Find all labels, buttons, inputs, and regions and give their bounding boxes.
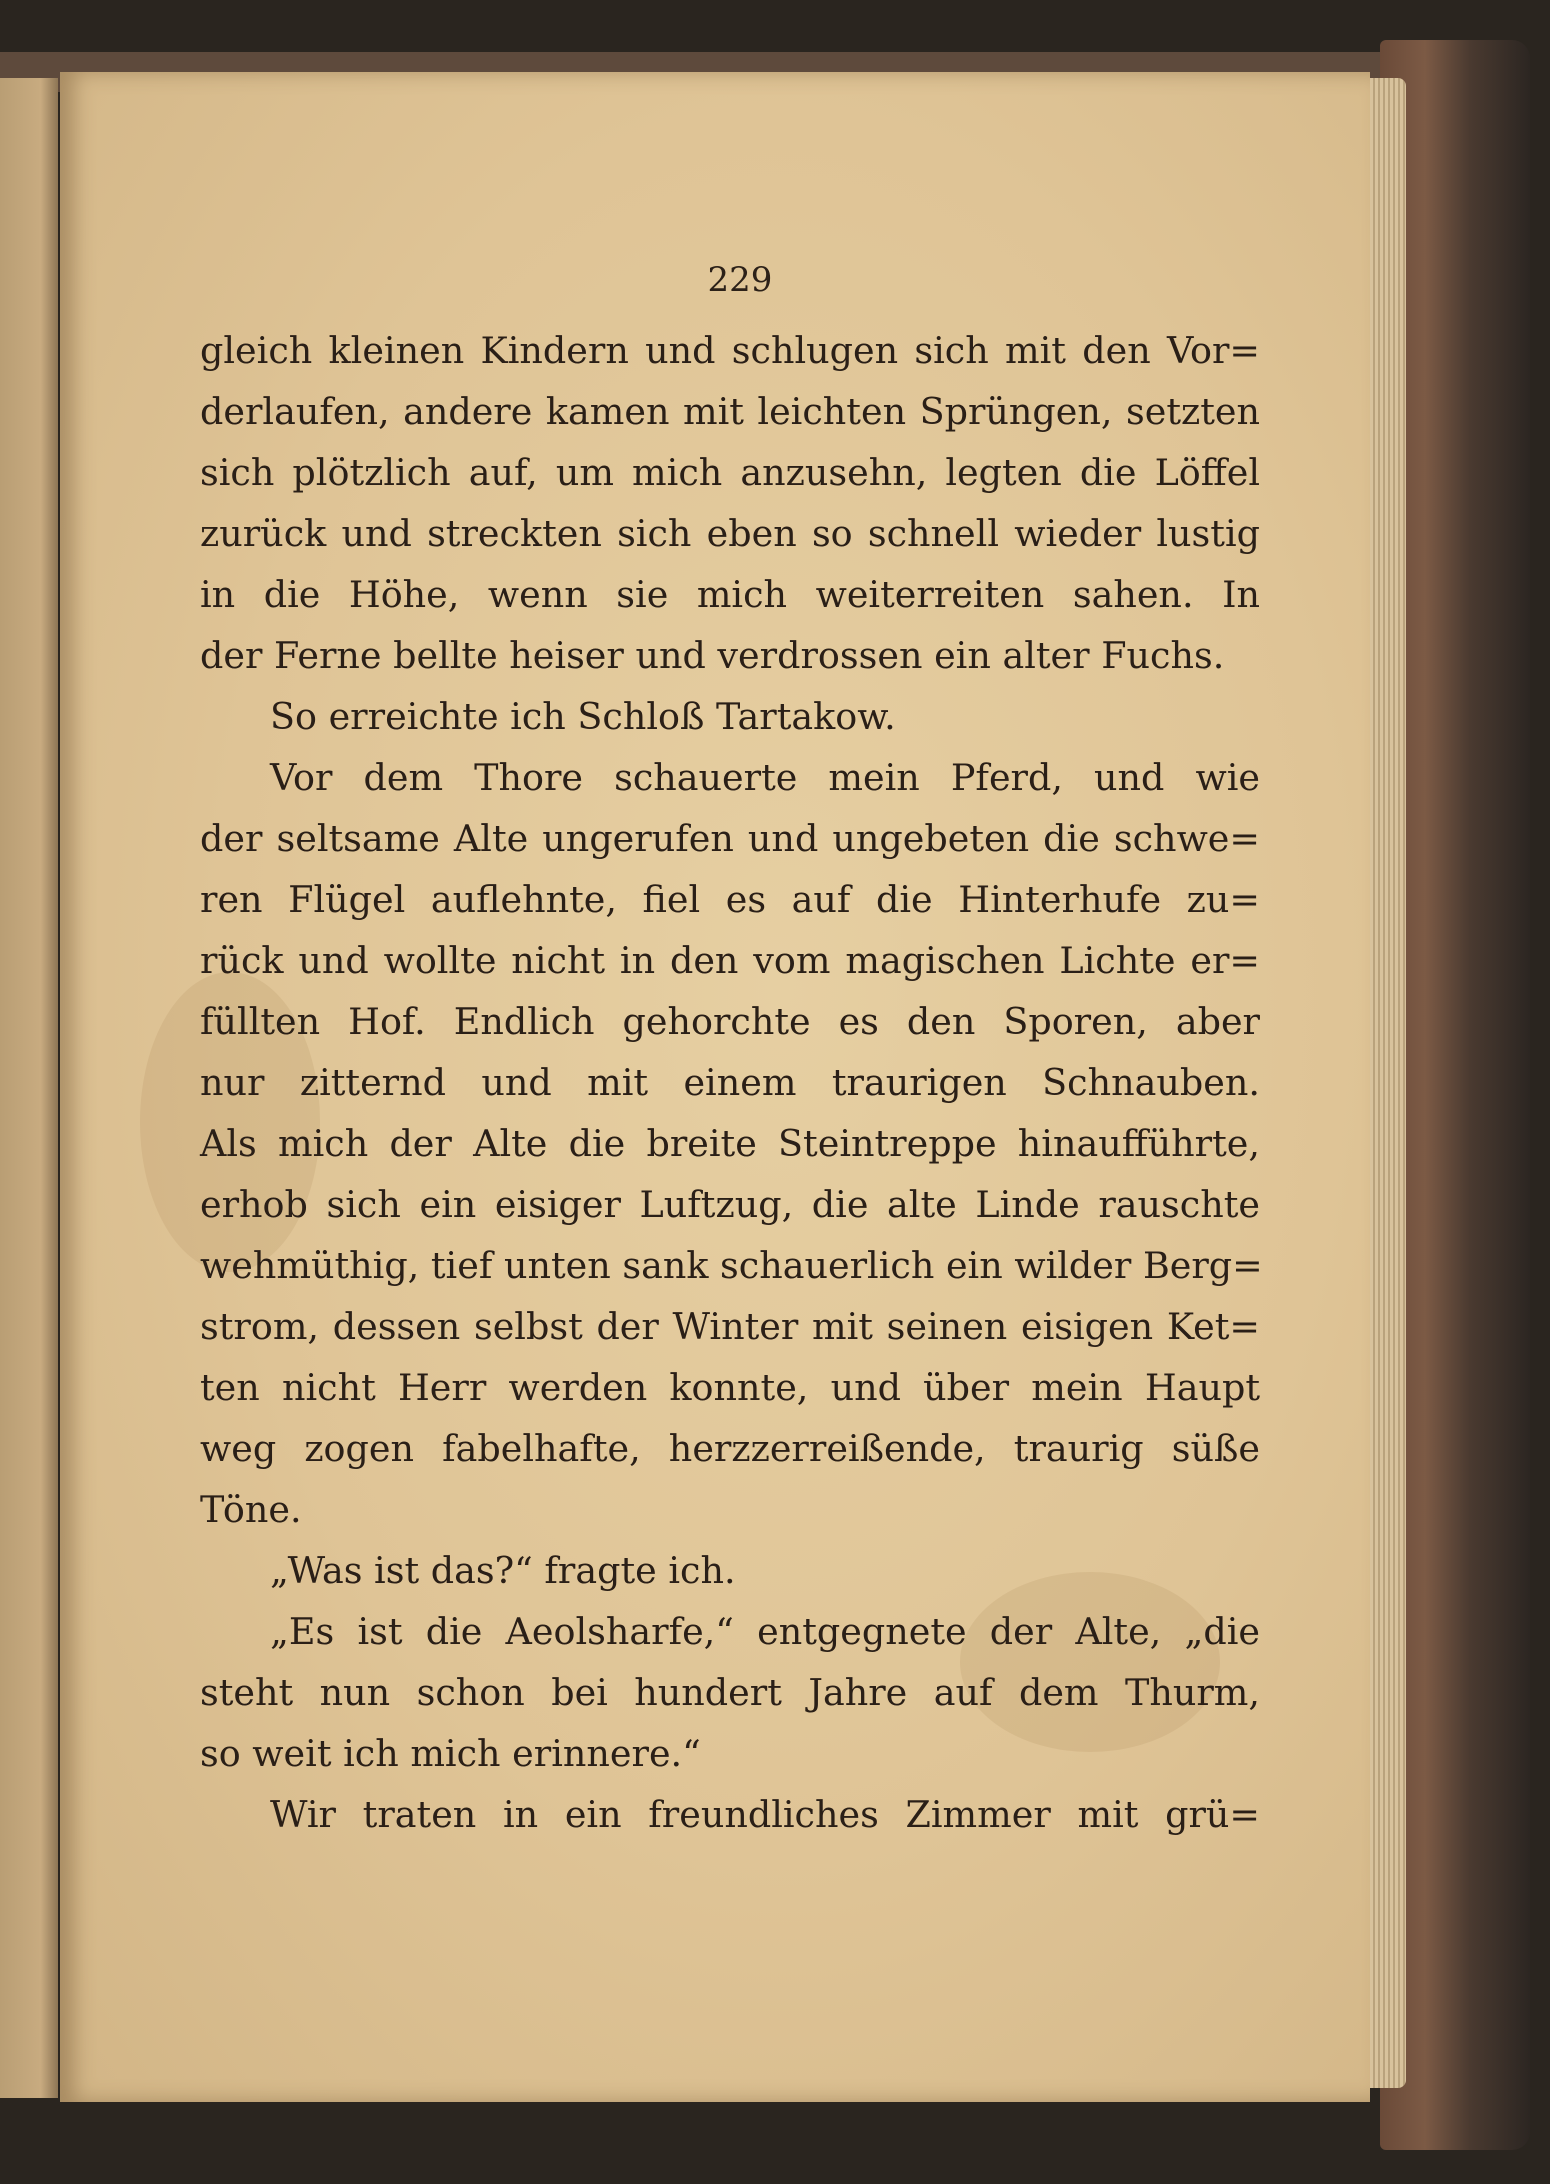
page-number: 229: [707, 260, 773, 300]
text-line: So erreichte ich Schloß Tartakow.: [270, 695, 896, 738]
text-line: sich plötzlich auf, um mich anzusehn, legten die Löffel: [200, 451, 1260, 494]
text-line: der seltsame Alte ungerufen und ungebeten die schwe=: [200, 817, 1260, 860]
left-facing-page: [0, 78, 58, 2098]
text-line: so weit ich mich erinnere.“: [200, 1732, 701, 1775]
text-line: ten nicht Herr werden konnte, und über mein Haupt: [200, 1366, 1260, 1409]
text-line: Vor dem Thore schauerte mein Pferd, und wie: [270, 756, 1260, 799]
text-line: „Was ist das?“ fragte ich.: [270, 1549, 736, 1592]
text-line: rück und wollte nicht in den vom magischen Lichte er=: [200, 939, 1260, 982]
text-line: Wir traten in ein freundliches Zimmer mit grü=: [270, 1793, 1260, 1836]
text-line: derlaufen, andere kamen mit leichten Sprüngen, setzten: [200, 390, 1260, 433]
text-line: weg zogen fabelhafte, herzzerreißende, traurig süße: [200, 1427, 1260, 1470]
text-line: Töne.: [200, 1488, 302, 1531]
text-line: nur zitternd und mit einem traurigen Schnauben.: [200, 1061, 1260, 1104]
text-line: Als mich der Alte die breite Steintreppe hinaufführte,: [200, 1122, 1260, 1165]
text-line: in die Höhe, wenn sie mich weiterreiten sahen. In: [200, 573, 1260, 616]
text-line: der Ferne bellte heiser und verdrossen ein alter Fuchs.: [200, 634, 1225, 677]
text-line: strom, dessen selbst der Winter mit seinen eisigen Ket=: [200, 1305, 1260, 1348]
text-line: „Es ist die Aeolsharfe,“ entgegnete der Alte, „die: [270, 1610, 1260, 1653]
text-line: steht nun schon bei hundert Jahre auf dem Thurm,: [200, 1671, 1260, 1714]
text-line: wehmüthig, tief unten sank schauerlich ein wilder Berg=: [200, 1244, 1263, 1287]
body-text: [200, 320, 1263, 1845]
text-line: gleich kleinen Kindern und schlugen sich mit den Vor=: [200, 329, 1260, 372]
text-line: füllten Hof. Endlich gehorchte es den Sporen, aber: [200, 1000, 1260, 1043]
text-line: zurück und streckten sich eben so schnell wieder lustig: [200, 512, 1260, 555]
text-line: erhob sich ein eisiger Luftzug, die alte Linde rauschte: [200, 1183, 1260, 1226]
book-page: [60, 72, 1370, 2102]
text-line: ren Flügel auflehnte, fiel es auf die Hinterhufe zu=: [200, 878, 1260, 921]
